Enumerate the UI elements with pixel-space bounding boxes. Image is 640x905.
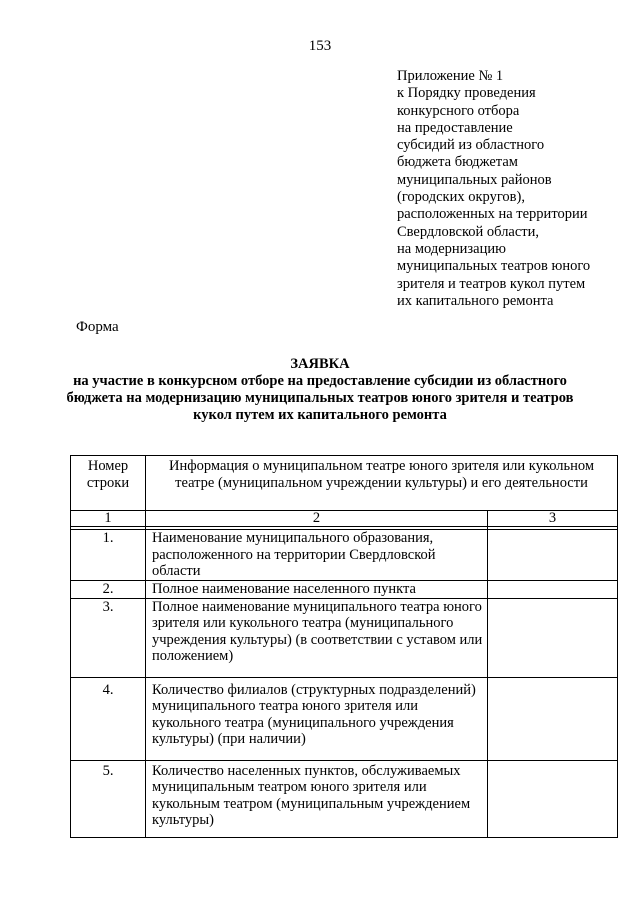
appendix-line: (городских округов), (397, 189, 525, 206)
appendix-line: к Порядку проведения (397, 85, 536, 102)
table-row (71, 598, 618, 677)
row-description: Полное наименование населенного пункта (146, 581, 488, 599)
row-number: 3. (71, 598, 146, 677)
appendix-line: на модернизацию (397, 240, 506, 257)
row-description: Полное наименование муниципального театра юного зрителя или кукольного театра (муниципального учреждения культуры) (в соответствии с уставом или положением) (146, 598, 488, 677)
title-line: кукол путем их капитального ремонта (193, 407, 447, 423)
document-title (0, 356, 640, 424)
row-number: 1. (71, 530, 146, 581)
appendix-line: конкурсного отбора (397, 102, 520, 119)
appendix-line: на предоставление (397, 119, 513, 136)
appendix-line: их капитального ремонта (397, 292, 554, 309)
row-number: 2. (71, 581, 146, 599)
page-number: 153 (308, 38, 332, 54)
table-header-row (71, 456, 618, 511)
row-description: Количество населенных пунктов, обслуживаемых муниципальным театром юного зрителя или кукольным театром (муниципальным учреждением культуры) (146, 760, 488, 837)
title-line: бюджета на модернизацию муниципальных театров юного зрителя и театров (66, 390, 574, 406)
column-number: 1 (71, 511, 146, 527)
appendix-line: муниципальных районов (397, 171, 552, 188)
column-number: 3 (488, 511, 618, 527)
row-value-cell[interactable] (488, 677, 618, 760)
header-row-number: Номер строки (71, 456, 146, 511)
column-number: 2 (146, 511, 488, 527)
row-value-cell[interactable] (488, 598, 618, 677)
row-value-cell[interactable] (488, 760, 618, 837)
table-row (71, 581, 618, 599)
appendix-line: субсидий из областного (397, 137, 545, 154)
title-line: на участие в конкурсном отборе на предоставление субсидии из областного (73, 373, 567, 389)
row-number: 5. (71, 760, 146, 837)
table-row (71, 760, 618, 837)
column-numbers-row (71, 511, 618, 527)
appendix-line: расположенных на территории (397, 206, 588, 223)
row-number: 4. (71, 677, 146, 760)
appendix-line: бюджета бюджетам (397, 154, 518, 171)
header-theatre-info: Информация о муниципальном театре юного зрителя или кукольном театре (муниципальном учреждении культуры) и его деятельности (146, 456, 618, 511)
table-row (71, 530, 618, 581)
row-value-cell[interactable] (488, 530, 618, 581)
table-row (71, 677, 618, 760)
appendix-line: Приложение № 1 (397, 68, 504, 84)
appendix-note (397, 68, 632, 310)
application-form-table (70, 455, 618, 838)
row-description: Количество филиалов (структурных подразделений) муниципального театра юного зрителя или кукольного театра (муниципального учреждения культуры) (при наличии) (146, 677, 488, 760)
appendix-line: муниципальных театров юного (397, 258, 591, 275)
title-heading: ЗАЯВКА (290, 356, 350, 372)
form-label: Форма (76, 319, 119, 335)
row-description: Наименование муниципального образования, расположенного на территории Свердловской области (146, 530, 488, 581)
row-value-cell[interactable] (488, 581, 618, 599)
appendix-line: Свердловской области, (397, 223, 540, 240)
appendix-line: зрителя и театров кукол путем (397, 275, 586, 292)
